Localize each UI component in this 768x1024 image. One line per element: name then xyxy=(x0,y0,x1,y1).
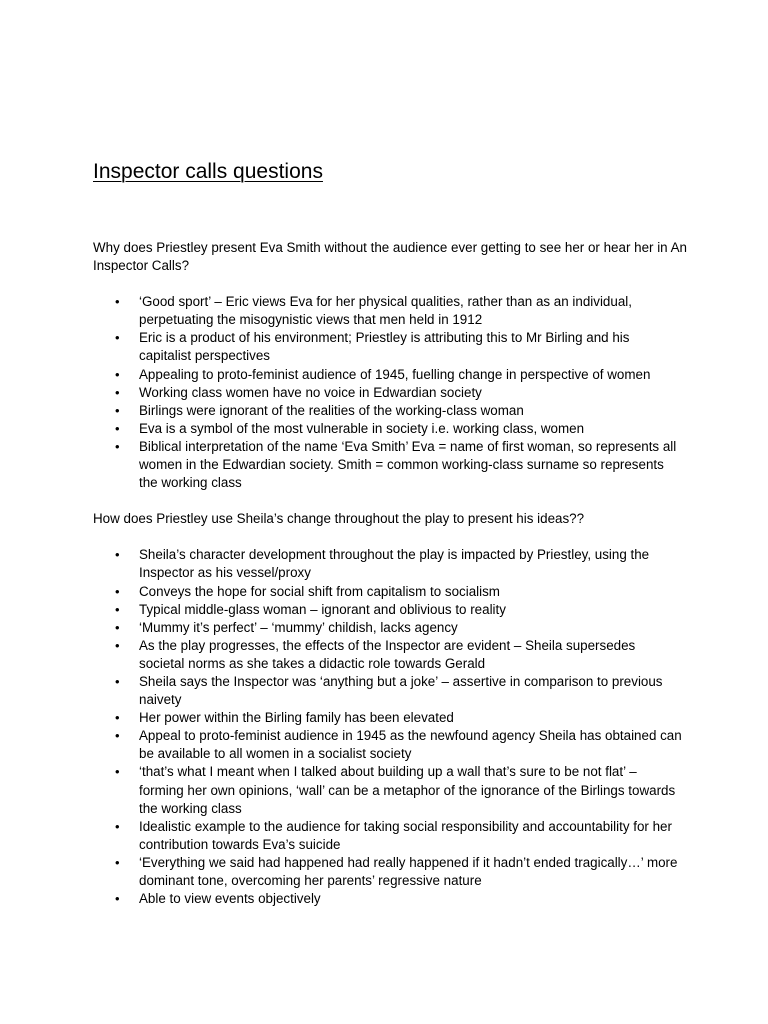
list-item-text: Typical middle-glass woman – ignorant and oblivious to reality xyxy=(139,601,506,617)
list-item-text: Sheila’s character development throughout the play is impacted by Priestley, using the Inspector as his vessel/proxy xyxy=(139,547,650,581)
list-item-text: Eric is a product of his environment; Priestley is attributing this to Mr Birling and his capitalist perspectives xyxy=(139,330,630,364)
list-item xyxy=(93,420,684,438)
bullet-icon: • xyxy=(115,420,120,436)
list-item-text: Working class women have no voice in Edwardian society xyxy=(139,384,482,400)
list-item-text: Appeal to proto-feminist audience in 1945 as the newfound agency Sheila has obtained can be available to all women in a socialist society xyxy=(139,728,682,762)
bullet-icon: • xyxy=(115,366,120,382)
list-item xyxy=(93,583,684,601)
bullet-icon: • xyxy=(115,438,120,454)
list-item xyxy=(93,673,684,709)
bullet-icon: • xyxy=(115,330,120,346)
question-2: How does Priestley use Sheila’s change throughout the play to present his ideas?? xyxy=(93,511,585,527)
answers-list-1 xyxy=(93,293,693,492)
bullet-icon: • xyxy=(115,854,120,870)
bullet-icon: • xyxy=(115,384,120,400)
page-title: Inspector calls questions xyxy=(93,160,323,183)
list-item xyxy=(93,818,684,854)
list-item xyxy=(93,366,684,384)
list-item xyxy=(93,601,684,619)
list-item-text: ‘that’s what I meant when I talked about building up a wall that’s sure to be not flat’ – forming her own opinions, ‘wall’ can be a metaphor of the ignorance of the Birlings towards the working class xyxy=(139,764,676,816)
list-item xyxy=(93,890,684,908)
list-item-text: Birlings were ignorant of the realities of the working-class woman xyxy=(139,402,524,418)
list-item xyxy=(93,727,684,763)
answers-list-2 xyxy=(93,546,693,908)
list-item-text: Her power within the Birling family has been elevated xyxy=(139,710,454,726)
bullet-icon: • xyxy=(115,619,120,635)
list-item-text: Appealing to proto-feminist audience of 1945, fuelling change in perspective of women xyxy=(139,366,651,382)
list-item-text: Conveys the hope for social shift from capitalism to socialism xyxy=(139,583,500,599)
list-item xyxy=(93,709,684,727)
list-item xyxy=(93,402,684,420)
bullet-icon: • xyxy=(115,583,120,599)
list-item-text: Sheila says the Inspector was ‘anything but a joke’ – assertive in comparison to previous naivety xyxy=(139,673,663,708)
list-item xyxy=(93,637,684,673)
list-item xyxy=(93,293,684,329)
list-item xyxy=(93,546,684,582)
list-item xyxy=(93,384,684,402)
bullet-icon: • xyxy=(115,764,120,780)
bullet-icon: • xyxy=(115,547,120,563)
bullet-icon: • xyxy=(115,637,120,653)
list-item-text: As the play progresses, the effects of the Inspector are evident – Sheila supersedes societal norms as she takes a didactic role towards Gerald xyxy=(139,637,636,671)
list-item-text: Idealistic example to the audience for taking social responsibility and accountability for her contribution towards Eva’s suicide xyxy=(139,818,672,852)
list-item-text: ‘Mummy it’s perfect’ – ‘mummy’ childish, lacks agency xyxy=(139,619,458,635)
list-item xyxy=(93,438,684,492)
list-item xyxy=(93,854,684,890)
list-item-text: ‘Everything we said had happened had really happened if it hadn’t ended tragically…’ more dominant tone, overcoming her parents’ regressive nature xyxy=(139,854,678,888)
list-item-text: Biblical interpretation of the name ‘Eva Smith’ Eva = name of first woman, so represents all women in the Edwardian society. Smith = common working-class surname so represents the working class xyxy=(139,438,677,491)
list-item xyxy=(93,619,684,637)
question-1: Why does Priestley present Eva Smith without the audience ever getting to see her or hear her in An Inspector Calls? xyxy=(93,240,687,274)
document-body xyxy=(93,239,693,908)
list-item-text: Able to view events objectively xyxy=(139,891,321,907)
bullet-icon: • xyxy=(115,818,120,834)
bullet-icon: • xyxy=(115,601,120,617)
bullet-icon: • xyxy=(115,294,120,310)
bullet-icon: • xyxy=(115,728,120,744)
bullet-icon: • xyxy=(115,891,120,907)
bullet-icon: • xyxy=(115,402,120,418)
list-item xyxy=(93,329,684,365)
list-item-text: Eva is a symbol of the most vulnerable in society i.e. working class, women xyxy=(139,420,585,436)
list-item xyxy=(93,763,684,817)
bullet-icon: • xyxy=(115,710,120,726)
bullet-icon: • xyxy=(115,673,120,689)
list-item-text: ‘Good sport’ – Eric views Eva for her physical qualities, rather than as an individual, perpetuating the misogynistic views that men held in 1912 xyxy=(139,294,632,328)
